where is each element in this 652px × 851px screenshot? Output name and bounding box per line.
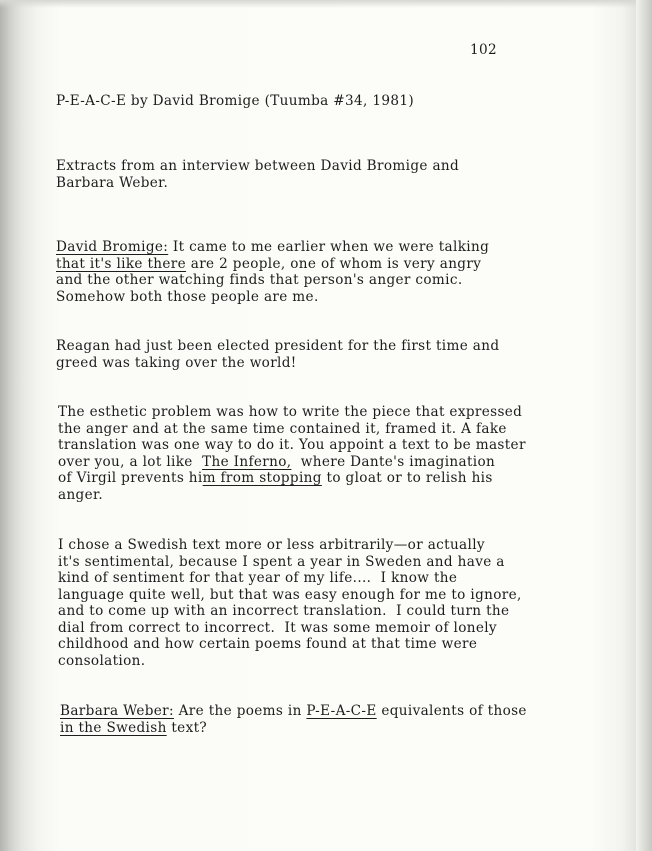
underlined-phrase: m from stopping — [202, 470, 322, 486]
paragraph-line: translation was one way to do it. You appoint a text to be master — [58, 437, 526, 453]
speaker-name: David Bromige: — [56, 239, 169, 255]
paragraph-line — [56, 239, 489, 256]
underlined-phrase: that it's like there — [56, 255, 187, 272]
page-right-edge — [636, 0, 652, 851]
paragraph-reagan — [56, 338, 499, 371]
paragraph-line: Reagan had just been elected president for the first time and — [56, 338, 500, 354]
paragraph-line: anger. — [58, 486, 104, 503]
intro-paragraph — [56, 158, 459, 191]
book-title-inferno: The Inferno, — [202, 453, 292, 470]
speaker-name: Barbara Weber: — [60, 703, 174, 719]
page-title: P-E-A-C-E by David Bromige (Tuumba #34, 1981) — [56, 93, 415, 109]
paragraph-line: and to come up with an incorrect translation. I could turn the — [58, 603, 510, 619]
paragraph-line: and the other watching finds that person's anger comic. — [56, 272, 463, 288]
paragraph-swedish — [58, 537, 522, 669]
paragraph-line: kind of sentiment for that year of my life.... I know the — [58, 570, 458, 586]
paragraph-line — [58, 470, 526, 487]
page-top-edge — [0, 0, 652, 8]
intro-line: Extracts from an interview between David Bromige and — [56, 158, 460, 174]
paragraph-esthetic — [58, 404, 526, 503]
underlined-phrase: in the Swedish — [60, 719, 167, 736]
line-text: are 2 people, one of whom is very angry — [186, 255, 482, 272]
paragraph-line: it's sentimental, because I spent a year in Sweden and have a — [58, 553, 505, 570]
paragraph-line: dial from correct to incorrect. It was some memoir of lonely — [58, 619, 497, 636]
line-text: equivalents of those — [376, 703, 527, 719]
paragraph-line: Somehow both those people are me. — [56, 288, 319, 305]
paragraph-bromige-1 — [56, 239, 489, 305]
paragraph-line — [60, 703, 527, 720]
line-text: text? — [166, 719, 208, 736]
paragraph-line: the anger and at the same time contained it, framed it. A fake — [58, 420, 507, 437]
paragraph-line: childhood and how certain poems found at that time were — [58, 636, 478, 652]
paragraph-line — [60, 720, 527, 737]
paragraph-line: language quite well, but that was easy enough for me to ignore, — [58, 586, 522, 603]
line-text: over you, a lot like — [58, 453, 203, 470]
paragraph-line: consolation. — [58, 652, 146, 669]
paragraph-line — [58, 454, 526, 471]
intro-line: Barbara Weber. — [56, 174, 169, 191]
paragraph-line: The esthetic problem was how to write the piece that expressed — [58, 404, 523, 420]
paragraph-line — [56, 256, 489, 273]
paragraph-line: I chose a Swedish text more or less arbitrarily—or actually — [58, 537, 485, 553]
line-text: of Virgil prevents hi — [58, 470, 203, 486]
book-title-peace: P-E-A-C-E — [306, 703, 377, 719]
paragraph-line: greed was taking over the world! — [56, 354, 297, 371]
paragraph-weber — [60, 703, 527, 736]
line-text: where Dante's imagination — [291, 453, 496, 470]
page-number: 102 — [470, 42, 497, 58]
line-text: to gloat or to relish his — [321, 470, 493, 486]
line-text: Are the poems in — [173, 703, 307, 719]
line-text: It came to me earlier when we were talking — [168, 239, 490, 255]
